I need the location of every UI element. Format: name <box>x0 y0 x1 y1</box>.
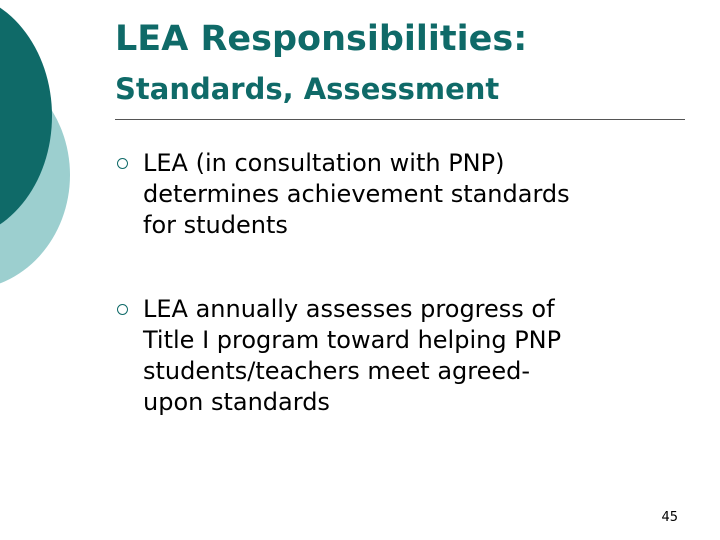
title-line-2: Standards, Assessment <box>115 72 500 106</box>
bullet-item <box>115 294 675 418</box>
bullet-text-line: Title I program toward helping PNP <box>143 326 562 354</box>
bullet-text-line: LEA annually assesses progress of <box>143 295 555 323</box>
bullet-text-line: students/teachers meet agreed- <box>143 357 531 385</box>
bullet-text-line: upon standards <box>143 388 330 416</box>
bullet-text-line: for students <box>143 211 288 239</box>
bullet-circle-icon <box>117 158 128 169</box>
page-number: 45 <box>661 510 678 525</box>
bullet-item <box>115 148 675 241</box>
slide-title <box>115 19 528 106</box>
bullet-text-line: determines achievement standards <box>143 180 570 208</box>
bullet-text-line: LEA (in consultation with PNP) <box>143 149 505 177</box>
title-divider <box>115 119 685 120</box>
title-line-1: LEA Responsibilities: <box>115 19 528 59</box>
bullet-list <box>115 148 675 418</box>
bullet-circle-icon <box>117 304 128 315</box>
